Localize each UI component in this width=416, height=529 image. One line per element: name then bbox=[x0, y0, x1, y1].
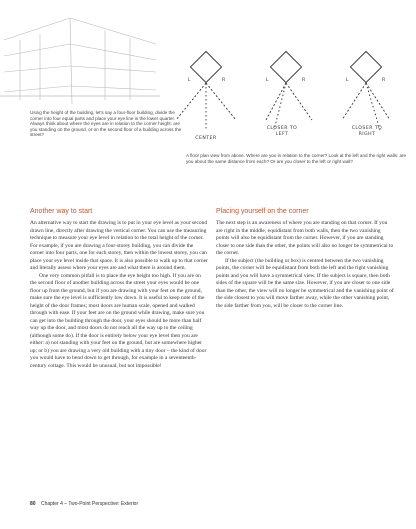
watermark bbox=[175, 10, 180, 25]
plan-label-r: R bbox=[222, 78, 226, 83]
plan-label-closer-right: CLOSER TO RIGHT bbox=[351, 126, 383, 137]
section-heading-placing-yourself: Placing yourself on the corner bbox=[216, 208, 309, 215]
right-column-text bbox=[216, 220, 394, 310]
chapter-title: Chapter 4 – Two-Point Perspective: Exterior bbox=[40, 501, 139, 507]
plan-label-l: L bbox=[346, 78, 350, 83]
plan-label-center: CENTER bbox=[195, 136, 217, 141]
plan-label-r: R bbox=[302, 78, 306, 83]
building-corner-sketch bbox=[0, 0, 160, 110]
paragraph: If the subject (the building or box) is centred between the two vanishing points, the corner will be equidistant from both the left and the right vanishing points and you will have a symmetrical view. If the subject is square, then both sides of the square will be the same size. However, if you are closer to one side than the other, the view will no longer be symmetrical and the vanishing point of the side closest to you will move farther away, while the other vanishing point, the side farther from you, will be closer to the corner line. bbox=[216, 257, 394, 309]
plan-label-l: L bbox=[266, 78, 270, 83]
paragraph: One very common pitfall is to place the eye height too high. If you are on the second floor of another building across the street your eyes would be one floor up from the ground, but if you are drawing with your feet on the ground, make sure the eye level is sufficiently low down. It is useful to keep note of the height of the door frames; most doors are human scale, opened and walked through with ease. If your feet are on the ground while drawing, make sure you can get into the building through the door, your eyes should be more than half way up the door, and most doors do not reach all the way up to the ceiling (although some do). If the door is entirely below your eye level then you are either: a) not standing with your feet on the ground, but are somewhere higher up; or b) you are drawing a very old building with a tiny door – the kind of door you would have to bend down to get through, for example in a seventeenth-century cottage. This would be unusual, but not impossible! bbox=[30, 272, 207, 369]
left-column-text bbox=[30, 220, 208, 370]
section-heading-another-way: Another way to start bbox=[30, 208, 93, 215]
plan-label-r: R bbox=[382, 78, 386, 83]
paragraph: The next step is an awareness of where you are standing on that corner. If you are right in the middle, equidistant from both walls, then the two vanishing points will also be equidistant from the corner. However, if you are standing closer to one side than the other, the points will also no longer be symmetrical to the corner. bbox=[216, 220, 394, 256]
paragraph: An alternative way to start the drawing is to put in your eye level as your second drawn line, directly after drawing the vertical corner. You can use the measuring technique to measure your eye level in relation to the total height of the corner. For example, if you are drawing a four-storey building, you can divide the corner into four parts, one for each storey, then within the lowest storey, you can place your eye level inside that space. It is also possible to walk up to that corner and literally assess where your eyes are and what there is around them. bbox=[30, 220, 208, 271]
page-number: 80 bbox=[30, 501, 36, 507]
plan-label-closer-left: CLOSER TO LEFT bbox=[266, 126, 298, 137]
page-footer bbox=[30, 501, 138, 507]
sketch-caption: Using the height of the building, let's say a four-floor building, divide the corner into four equal parts and place your eye line in the lower quarter. Always think about where the eyes are in relation to the corner height: are you standing on the ground, or on the second floor of a building across the street? bbox=[30, 110, 182, 138]
plan-label-l: L bbox=[188, 78, 192, 83]
plans-caption: A floor plan view from above. Where are you in relation to the corner? Look at the left and the right walls: are you about the same distance from each? Or are you closer to the left or right wall? bbox=[186, 153, 407, 164]
